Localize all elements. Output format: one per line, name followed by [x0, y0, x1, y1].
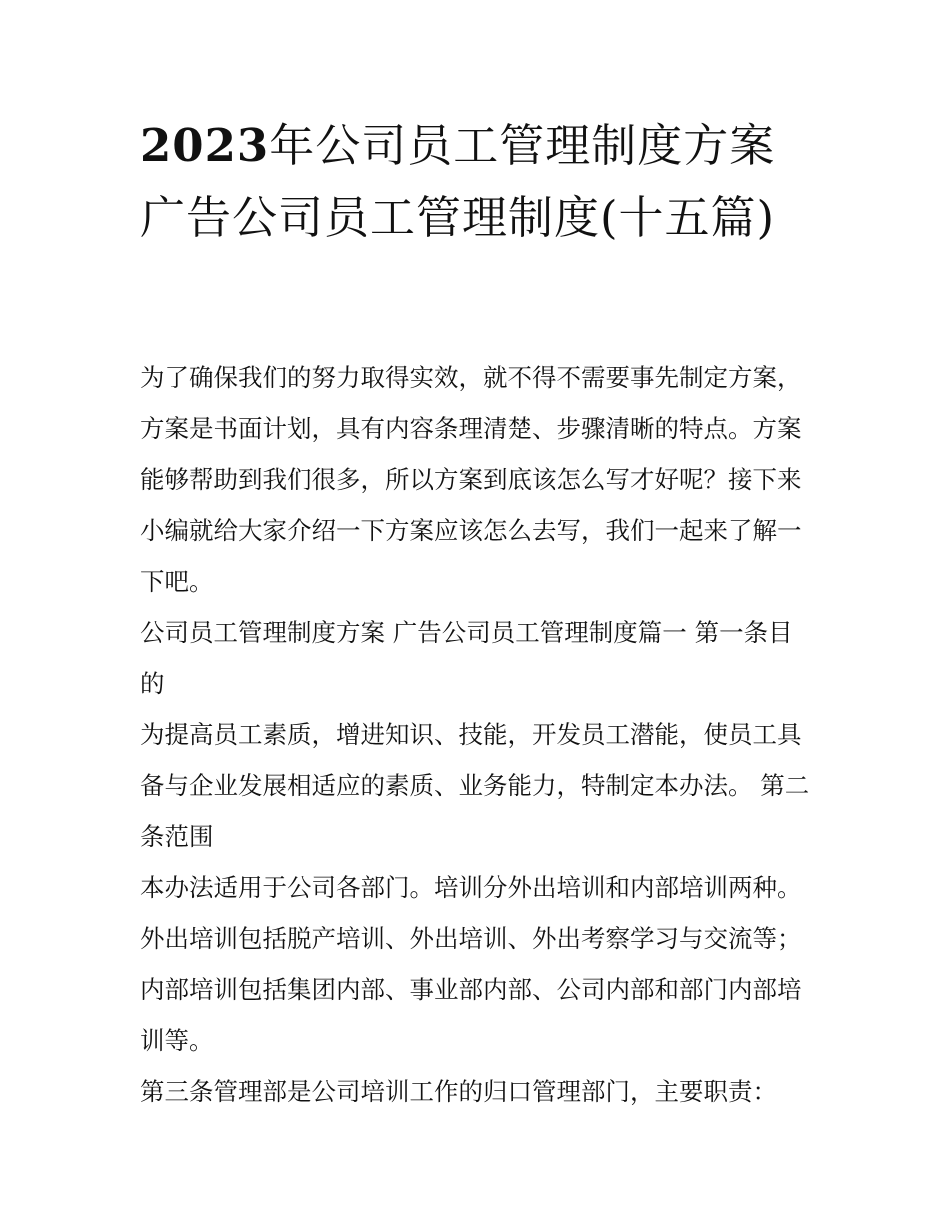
document-body [140, 352, 812, 1117]
title-text: 年公司员工管理制度方案广告公司员工管理制度(十五篇) [140, 119, 776, 244]
paragraph-article-1-heading: 公司员工管理制度方案 广告公司员工管理制度篇一 第一条目的 [140, 618, 793, 698]
document-title [140, 110, 820, 254]
paragraph-article-3: 第三条管理部是公司培训工作的归口管理部门，主要职责： [140, 1077, 777, 1106]
paragraph-article-1-body: 为提高员工素质，增进知识、技能，开发员工潜能，使员工具备与企业发展相适应的素质、业务能力，特制定本办法。 第二条范围 [140, 720, 810, 851]
title-year: 2023 [140, 119, 270, 172]
paragraph-intro: 为了确保我们的努力取得实效，就不得不需要事先制定方案，方案是书面计划，具有内容条理清楚、步骤清晰的特点。方案能够帮助到我们很多，所以方案到底该怎么写才好呢？接下来小编就给大家介绍一下方案应该怎么去写，我们一起来了解一下吧。 [140, 363, 802, 596]
paragraph-article-2-body: 本办法适用于公司各部门。培训分外出培训和内部培训两种。外出培训包括脱产培训、外出培训、外出考察学习与交流等；内部培训包括集团内部、事业部内部、公司内部和部门内部培训等。 [140, 873, 802, 1055]
